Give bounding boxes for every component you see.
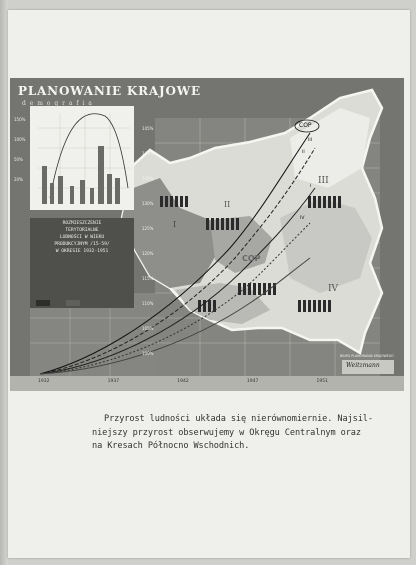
left-tick: 150% bbox=[14, 117, 26, 122]
right-tick: 120% bbox=[142, 251, 154, 256]
year-label: 1932 bbox=[38, 379, 50, 384]
curve-label: I bbox=[310, 184, 312, 189]
right-tick: 130% bbox=[142, 201, 154, 206]
year-axis bbox=[38, 379, 328, 384]
panel-line: W OKRESIE 1932-1951 bbox=[55, 249, 109, 254]
right-tick: 135% bbox=[142, 176, 154, 181]
cop-line-label: COP bbox=[299, 122, 312, 129]
right-tick: 105% bbox=[142, 326, 154, 331]
left-tick: 100% bbox=[14, 137, 26, 142]
map-plate bbox=[10, 78, 404, 391]
panel-line: PRODUKCYJNYM /15-59/ bbox=[54, 242, 110, 247]
curve-label: IV bbox=[300, 216, 305, 221]
right-tick: 145% bbox=[142, 126, 154, 131]
region-label-cop: COP bbox=[242, 254, 261, 263]
right-tick: 110% bbox=[142, 301, 154, 306]
caption-line: niejszy przyrost obserwujemy w Okręgu Centralnym oraz bbox=[92, 427, 361, 438]
caption-line: na Kresach Północno Wschodnich. bbox=[92, 441, 250, 451]
panel-line: TERYTORIALNE bbox=[65, 228, 99, 233]
right-tick: 140% bbox=[142, 151, 154, 156]
right-tick: 115% bbox=[142, 276, 154, 281]
plate-footer: BIURO PLANOWANIA KRAJOWEGO bbox=[340, 354, 394, 358]
right-ticks bbox=[142, 116, 153, 366]
panel-caption bbox=[32, 220, 132, 255]
left-tick: 50% bbox=[14, 157, 23, 162]
region-label-II: II bbox=[224, 200, 231, 209]
right-tick: 100% bbox=[142, 351, 154, 356]
plate-title: PLANOWANIE KRAJOWE bbox=[18, 84, 201, 98]
year-label: 1942 bbox=[177, 379, 189, 384]
region-label-I: I bbox=[173, 220, 177, 229]
region-label-III: III bbox=[318, 176, 329, 186]
curve-label: II bbox=[302, 150, 305, 155]
signature: Weitzmann bbox=[346, 362, 380, 369]
panel-line: LUDNOŚCI W WIEKU bbox=[59, 235, 105, 240]
left-tick: 20% bbox=[14, 177, 23, 182]
curve-label: III bbox=[308, 138, 312, 143]
plate-subtitle: d e m o g r a f i a bbox=[22, 100, 93, 107]
year-label: 1951 bbox=[316, 379, 328, 384]
caption-line: Przyrost ludności układa się nierównomiernie. Najsil- bbox=[104, 414, 373, 424]
left-ticks bbox=[14, 110, 25, 190]
panel-line: ROZMIESZCZENIE bbox=[62, 221, 102, 226]
year-label: 1947 bbox=[246, 379, 259, 384]
page-caption bbox=[92, 413, 392, 454]
region-label-IV: IV bbox=[328, 284, 339, 294]
right-tick: 125% bbox=[142, 226, 154, 231]
year-label: 1937 bbox=[107, 379, 120, 384]
book-spine bbox=[0, 0, 8, 565]
